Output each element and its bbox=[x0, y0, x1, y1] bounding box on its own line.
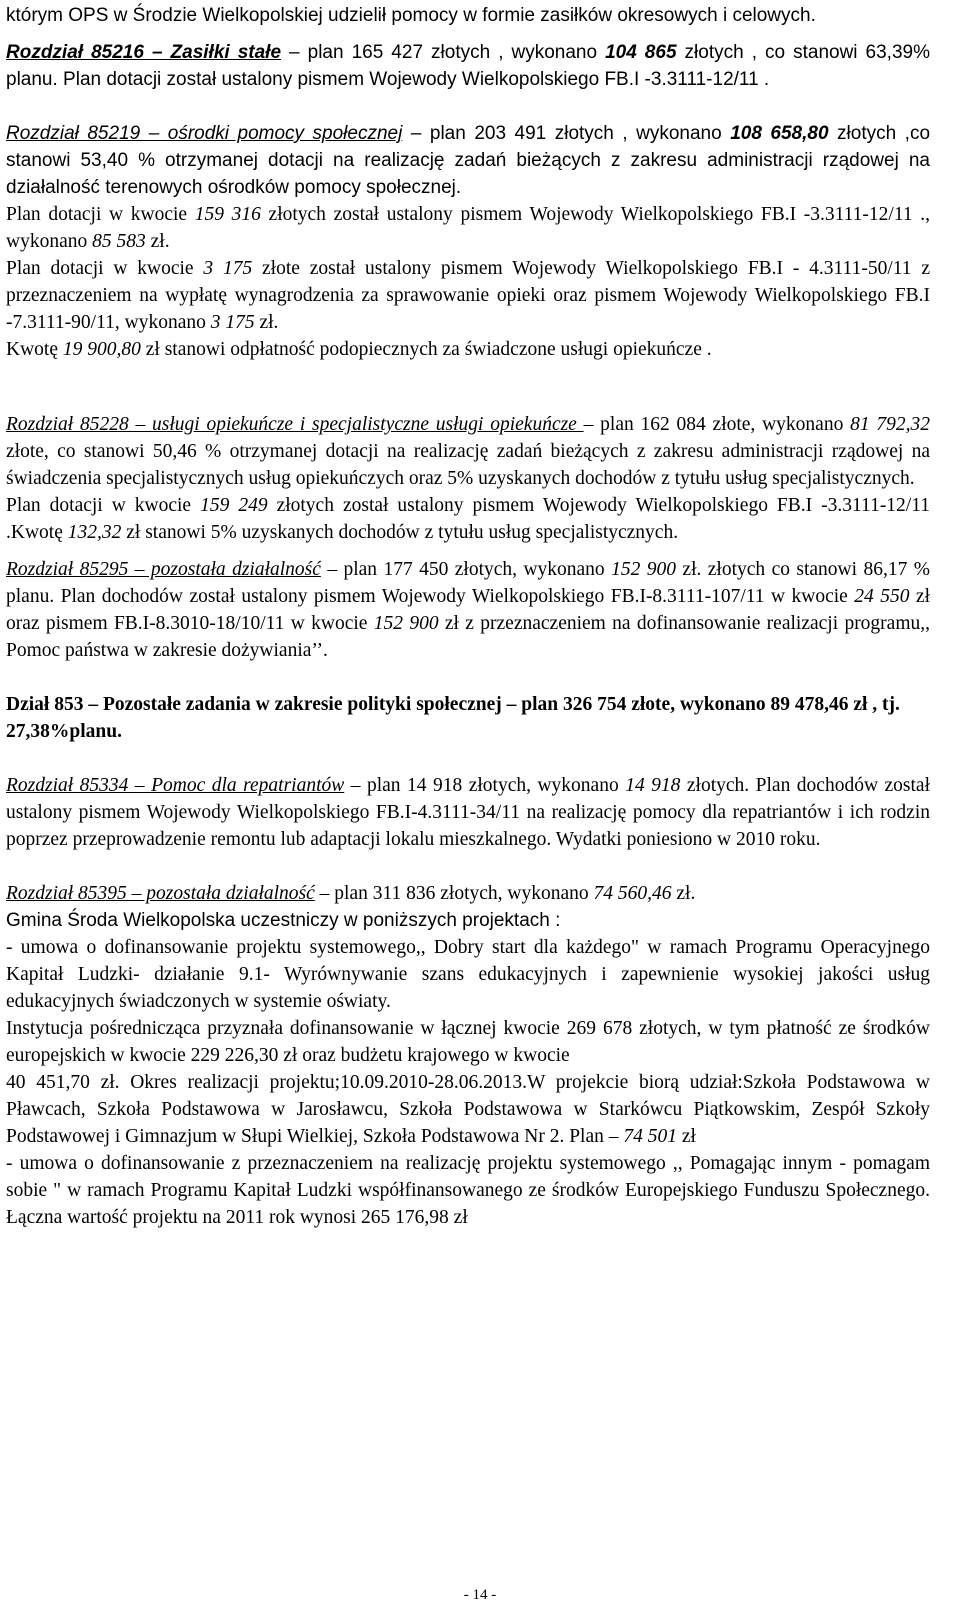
text: którym OPS w Środzie Wielkopolskiej udzielił pomocy w formie zasiłków okresowych i celowych. bbox=[6, 5, 816, 26]
value: 132,32 bbox=[67, 522, 122, 543]
paragraph-85219: Rozdział 85219 – ośrodki pomocy społecznej – plan 203 491 złotych , wykonano 108 658,80 złotych ,co stanowi 53,40 % otrzymanej dotacji na realizację zadań bieżących z zakresu administracji rządowej na działalność terenowych ośrodków pomocy społecznej. bbox=[6, 123, 931, 198]
value: 19 900,80 bbox=[62, 339, 141, 360]
page-number: - 14 - bbox=[463, 1587, 497, 1603]
document-page bbox=[6, 2, 930, 1231]
paragraph-plan-159316: Plan dotacji w kwocie 159 316 złotych został ustalony pismem Wojewody Wielkopolskiego FB.I -3.3111-12/11 ., wykonano 85 583 zł. bbox=[6, 204, 931, 252]
value: 74 560,46 bbox=[593, 883, 672, 904]
value: 14 918 bbox=[625, 775, 681, 796]
paragraph-85334: Rozdział 85334 – Pomoc dla repatriantów – plan 14 918 złotych, wykonano 14 918 złotych. Plan dochodów został ustalony pismem Wojewody Wielkopolskiego FB.I-4.3111-34/11 na realizację pomocy dla repatriantów i ich rodzin poprzez przeprowadzenie remontu lub adaptacji lokalu mieszkalnego. Wydatki poniesiono w 2010 roku. bbox=[6, 775, 930, 850]
paragraph-plan-3175: Plan dotacji w kwocie 3 175 złote został ustalony pismem Wojewody Wielkopolskiego FB.I - 4.3111-50/11 z przeznaczeniem na wypłatę wynagrodzenia za sprawowanie opieki oraz pismem Wojewody Wielkopolskiego FB.I -7.3111-90/11, wykonano 3 175 zł. bbox=[6, 258, 930, 333]
value: 3 175 bbox=[210, 312, 255, 333]
value: 85 583 bbox=[92, 231, 146, 252]
value: 108 658,80 bbox=[730, 123, 829, 144]
paragraph-85395: Rozdział 85395 – pozostała działalność – plan 311 836 złotych, wykonano 74 560,46 zł. bbox=[6, 883, 696, 904]
section-heading: Rozdział 85216 – Zasiłki stałe bbox=[6, 42, 282, 63]
value: 159 316 bbox=[194, 204, 261, 225]
paragraph-plan-159249: Plan dotacji w kwocie 159 249 złotych został ustalony pismem Wojewody Wielkopolskiego FB.I -3.3111-12/11 .Kwotę 132,32 zł stanowi 5% uzyskanych dochodów z tytułu usług specjalistycznych. bbox=[6, 495, 931, 543]
value: 3 175 bbox=[203, 258, 253, 279]
paragraph-dofinansowanie: Instytucja pośrednicząca przyznała dofinansowanie w łącznej kwocie 269 678 złotych, w tym płatność ze środków europejskich w kwocie 229 226,30 zł oraz budżetu krajowego w kwocie bbox=[6, 1018, 930, 1066]
section-heading: Rozdział 85219 – ośrodki pomocy społecznej bbox=[6, 123, 403, 144]
value: 104 865 bbox=[605, 42, 677, 63]
paragraph-dzial-853: Dział 853 – Pozostałe zadania w zakresie polityki społecznej – plan 326 754 złote, wykonano 89 478,46 zł , tj. 27,38%planu. bbox=[6, 694, 900, 742]
value: 159 249 bbox=[200, 495, 268, 516]
paragraph-okres-realizacji: 40 451,70 zł. Okres realizacji projektu;10.09.2010-28.06.2013.W projekcie biorą udział:Szkoła Podstawowa w Pławcach, Szkoła Podstawowa w Jarosławcu, Szkoła Podstawowa w Starkówcu Piątkowskim, Zespół Szkoły Podstawowej i Gimnazjum w Słupi Wielkiej, Szkoła Podstawowa Nr 2. Plan – 74 501 zł bbox=[6, 1072, 930, 1147]
paragraph-85216: Rozdział 85216 – Zasiłki stałe – plan 165 427 złotych , wykonano 104 865 złotych , co stanowi 63,39% planu. Plan dotacji został ustalony pismem Wojewody Wielkopolskiego FB.I -3.3111-12/11 . bbox=[6, 42, 930, 90]
value: 24 550 bbox=[854, 586, 910, 607]
paragraph-ops-intro bbox=[6, 2, 930, 29]
section-heading: Rozdział 85295 – pozostała działalność bbox=[6, 559, 321, 580]
paragraph-85295: Rozdział 85295 – pozostała działalność – plan 177 450 złotych, wykonano 152 900 zł. złotych co stanowi 86,17 % planu. Plan dochodów został ustalony pismem Wojewody Wielkopolskiego FB.I-8.3111-107/11 w kwocie 24 550 zł oraz pismem FB.I-8.3010-18/10/11 w kwocie 152 900 zł z przeznaczeniem na dofinansowanie realizacji programu,, Pomoc państwa w zakresie dożywiania’’. bbox=[6, 559, 931, 661]
value: 152 900 bbox=[373, 613, 439, 634]
paragraph-85228: Rozdział 85228 – usługi opiekuńcze i specjalistyczne usługi opiekuńcze – plan 162 084 złote, wykonano 81 792,32 złote, co stanowi 50,46 % otrzymanej dotacji na realizację zadań bieżących z zakresu administracji rządowej na świadczenia specjalistycznych usług opiekuńczych oraz 5% uzyskanych dochodów z tytułu usług specjalistycznych. bbox=[6, 414, 931, 489]
value: 81 792,32 bbox=[850, 414, 931, 435]
value: 74 501 bbox=[623, 1126, 678, 1147]
paragraph-projekt-dobry-start: - umowa o dofinansowanie projektu systemowego,, Dobry start dla każdego" w ramach Programu Operacyjnego Kapitał Ludzki- działanie 9.1- Wyrównywanie szans edukacyjnych i zapewnienie wysokiej jakości usług edukacyjnych świadczonych w systemie oświaty. bbox=[6, 937, 930, 1012]
section-heading: Rozdział 85228 – usługi opiekuńcze i specjalistyczne usługi opiekuńcze bbox=[6, 414, 584, 435]
section-heading: Rozdział 85395 – pozostała działalność bbox=[6, 883, 315, 904]
value: 152 900 bbox=[611, 559, 677, 580]
paragraph-projekt-pomagajac: - umowa o dofinansowanie z przeznaczeniem na realizację projektu systemowego ,, Pomagając innym - pomagam sobie " w ramach Programu Kapitał Ludzki współfinansowanego ze środków Europejskiego Funduszu Społecznego. Łączna wartość projektu na 2011 rok wynosi 265 176,98 zł bbox=[6, 1153, 930, 1228]
paragraph-projekty-intro: Gmina Środa Wielkopolska uczestniczy w poniższych projektach : bbox=[6, 910, 561, 931]
section-heading: Rozdział 85334 – Pomoc dla repatriantów bbox=[6, 775, 345, 796]
paragraph-kwota-odplatnosc: Kwotę 19 900,80 zł stanowi odpłatność podopiecznych za świadczone usługi opiekuńcze . bbox=[6, 339, 712, 360]
